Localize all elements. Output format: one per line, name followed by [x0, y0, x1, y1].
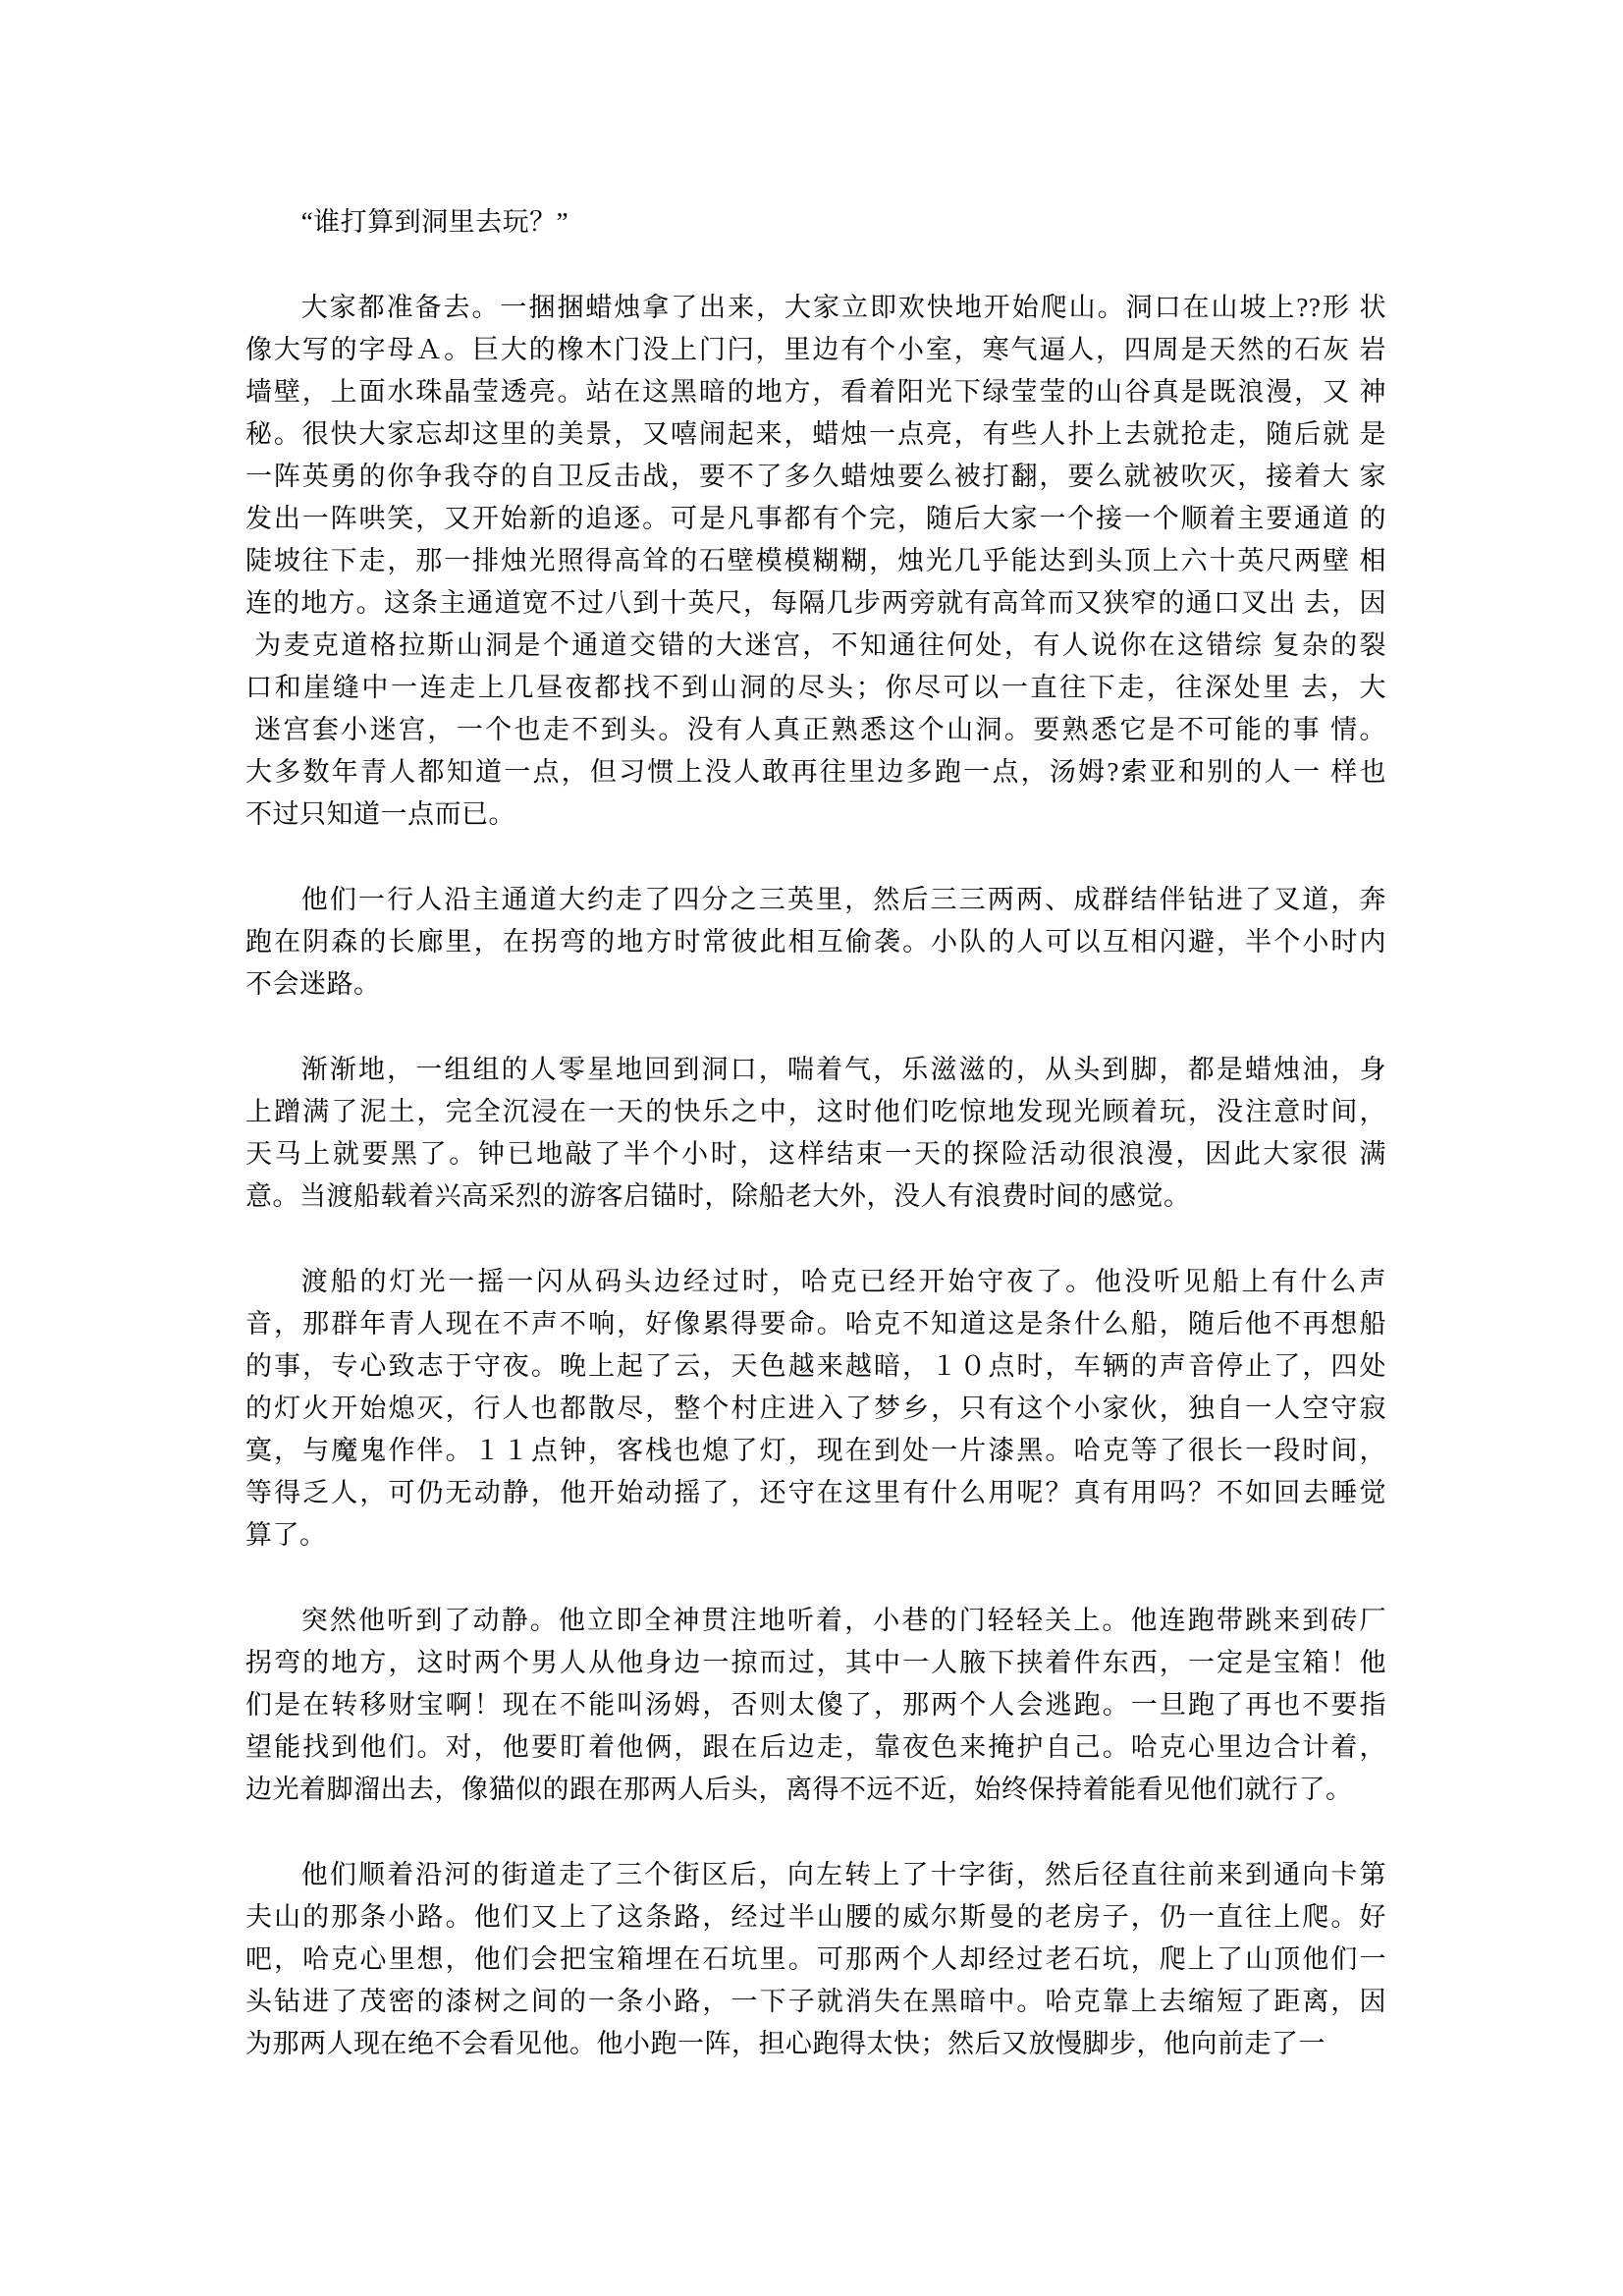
text-line: 为麦克道格拉斯山洞是个通道交错的大迷宫，不知通往何处，有人说你在这错综 复杂的裂	[245, 630, 1386, 660]
document-body	[245, 201, 1386, 2065]
text-line: 突然他听到了动静。他立即全神贯注地听着，小巷的门轻轻关上。他连跑带跳来到砖厂	[300, 1606, 1386, 1635]
text-line: 意。当渡船载着兴高采烈的游客启锚时，除船老大外，没人有浪费时间的感觉。	[245, 1181, 1191, 1211]
paragraph	[245, 1049, 1386, 1218]
paragraph	[245, 1854, 1386, 2065]
text-line: 连的地方。这条主通道宽不过八到十英尺，每隔几步两旁就有高耸而又狭窄的通口叉出 去，因	[245, 588, 1386, 618]
text-line: 不过只知道一点而已。	[245, 799, 515, 829]
text-line: 们是在转移财宝啊！现在不能叫汤姆，否则太傻了，那两个人会逃跑。一旦跑了再也不要指	[245, 1690, 1386, 1720]
text-line: 天马上就要黑了。钟已地敲了半个小时，这样结束一天的探险活动很浪漫，因此大家很 满	[245, 1139, 1386, 1169]
text-line: 渐渐地，一组组的人零星地回到洞口，喘着气，乐滋滋的，从头到脚，都是蜡烛油，身	[300, 1055, 1386, 1084]
paragraph	[245, 287, 1386, 836]
text-line: 吧，哈克心里想，他们会把宝箱埋在石坑里。可那两个人却经过老石坑，爬上了山顶他们一	[245, 1944, 1386, 1974]
text-line: 寞，与魔鬼作伴。１１点钟，客栈也熄了灯，现在到处一片漆黑。哈克等了很长一段时间，	[245, 1436, 1386, 1465]
text-line: 夫山的那条小路。他们又上了这条路，经过半山腰的威尔斯曼的老房子，仍一直往上爬。好	[245, 1902, 1386, 1932]
text-line: 为那两人现在绝不会看见他。他小跑一阵，担心跑得太快；然后又放慢脚步，他向前走了一	[245, 2029, 1325, 2058]
text-line: 望能找到他们。对，他要盯着他俩，跟在后边走，靠夜色来掩护自己。哈克心里边合计着，	[245, 1732, 1386, 1762]
text-line: 墙壁，上面水珠晶莹透亮。站在这黑暗的地方，看着阳光下绿莹莹的山谷真是既浪漫，又 神	[245, 377, 1386, 407]
text-line: 音，那群年青人现在不声不响，好像累得要命。哈克不知道这是条什么船，随后他不再想船	[245, 1309, 1386, 1339]
paragraph	[245, 1261, 1386, 1557]
text-line: 的灯火开始熄灭，行人也都散尽，整个村庄进入了梦乡，只有这个小家伙，独自一人空守寂	[245, 1394, 1386, 1423]
text-line: 的事，专心致志于守夜。晚上起了云，天色越来越暗，１０点时，车辆的声音停止了，四处	[245, 1351, 1386, 1381]
paragraph	[245, 1600, 1386, 1811]
text-line: 口和崖缝中一连走上几昼夜都找不到山洞的尽头；你尽可以一直往下走，往深处里 去，大	[245, 673, 1386, 702]
text-line: 大多数年青人都知道一点，但习惯上没人敢再往里边多跑一点，汤姆?索亚和别的人一 样也	[245, 757, 1386, 787]
text-line: 不会迷路。	[245, 969, 381, 999]
text-line: “谁打算到洞里去玩？”	[300, 207, 569, 237]
text-line: 跑在阴森的长廊里，在拐弯的地方时常彼此相互偷袭。小队的人可以互相闪避，半个小时内	[245, 927, 1386, 957]
text-line: 他们顺着沿河的街道走了三个街区后，向左转上了十字街，然后径直往前来到通向卡第	[300, 1860, 1386, 1889]
text-line: 等得乏人，可仍无动静，他开始动摇了，还守在这里有什么用呢？真有用吗？不如回去睡觉	[245, 1478, 1386, 1507]
text-line: 渡船的灯光一摇一闪从码头边经过时，哈克已经开始守夜了。他没听见船上有什么声	[300, 1267, 1386, 1296]
text-line: 他们一行人沿主通道大约走了四分之三英里，然后三三两两、成群结伴钻进了叉道，奔	[300, 885, 1386, 914]
text-line: 头钻进了茂密的漆树之间的一条小路，一下子就消失在黑暗中。哈克靠上去缩短了距离，因	[245, 1987, 1386, 2016]
text-line: 算了。	[245, 1520, 327, 1550]
text-line: 拐弯的地方，这时两个男人从他身边一掠而过，其中一人腋下挟着件东西，一定是宝箱！他	[245, 1648, 1386, 1677]
text-line: 像大写的字母Ａ。巨大的橡木门没上门闩，里边有个小室，寒气逼人，四周是天然的石灰 岩	[245, 335, 1386, 364]
text-line: 陡坡往下走，那一排烛光照得高耸的石壁模模糊糊，烛光几乎能达到头顶上六十英尺两壁 相	[245, 546, 1386, 575]
text-line: 边光着脚溜出去，像猫似的跟在那两人后头，离得不远不近，始终保持着能看见他们就行了。	[245, 1775, 1353, 1804]
paragraph	[245, 879, 1386, 1006]
text-line: 大家都准备去。一捆捆蜡烛拿了出来，大家立即欢快地开始爬山。洞口在山坡上??形 状	[300, 293, 1386, 322]
paragraph	[245, 201, 1386, 244]
text-line: 秘。很快大家忘却这里的美景，又嘻闹起来，蜡烛一点亮，有些人扑上去就抢走，随后就 是	[245, 419, 1386, 449]
text-line: 发出一阵哄笑，又开始新的追逐。可是凡事都有个完，随后大家一个接一个顺着主要通道 的	[245, 504, 1386, 533]
text-line: 迷宫套小迷宫，一个也走不到头。没有人真正熟悉这个山洞。要熟悉它是不可能的事 情。	[245, 715, 1386, 744]
text-line: 上蹭满了泥土，完全沉浸在一天的快乐之中，这时他们吃惊地发现光顾着玩，没注意时间，	[245, 1097, 1386, 1126]
text-line: 一阵英勇的你争我夺的自卫反击战，要不了多久蜡烛要么被打翻，要么就被吹灭，接着大 家	[245, 462, 1386, 491]
